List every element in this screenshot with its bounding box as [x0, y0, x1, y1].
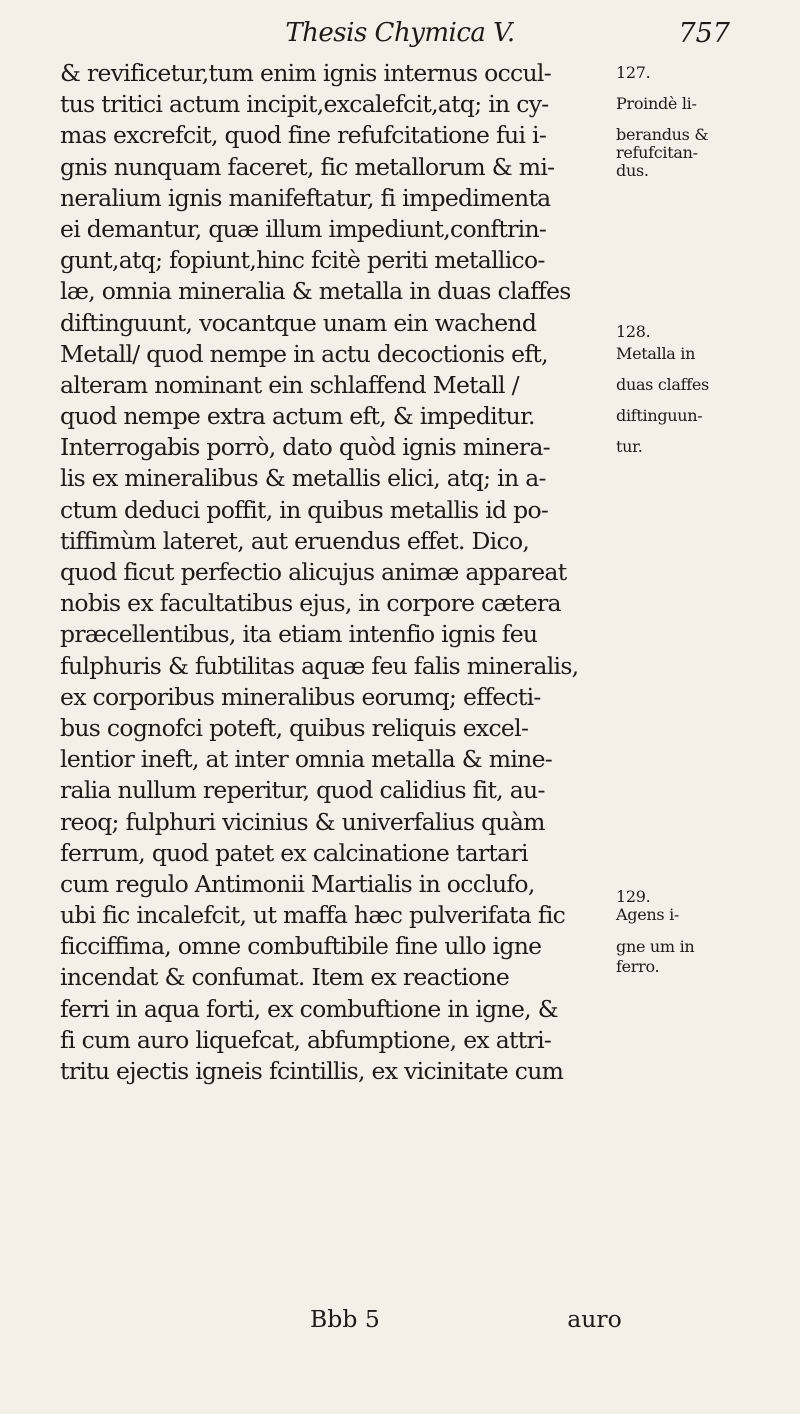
signature-mark: Bbb 5: [310, 1305, 380, 1333]
margin-note: 129.: [616, 886, 651, 906]
text-line: quod nempe extra actum eft, & impeditur.: [60, 402, 535, 431]
margin-note: gne um in: [616, 936, 695, 956]
margin-note: Metalla in: [616, 343, 696, 363]
text-line: incendat & confumat. Item ex reactione: [60, 963, 510, 992]
text-line: Interrogabis porrò, dato quòd ignis minera-: [60, 433, 550, 462]
text-line: cum regulo Antimonii Martialis in occlufo,: [60, 869, 535, 898]
text-line: tiffimùm lateret, aut eruendus effet. Dico,: [60, 526, 530, 555]
text-line: alteram nominant ein schlaffend Metall /: [60, 370, 519, 399]
text-line: præcellentibus, ita etiam intenfio ignis feu: [60, 620, 538, 649]
margin-note: 127.: [616, 63, 651, 82]
running-title: Thesis Chymica V.: [285, 18, 515, 48]
text-line: tus tritici actum incipit,excalefcit,atq; in cy-: [60, 90, 549, 119]
text-line: gunt,atq; fopiunt,hinc fcitè periti metallico-: [60, 246, 545, 275]
margin-note: berandus &: [616, 125, 709, 145]
margin-note: dus.: [616, 161, 649, 181]
text-line: reoq; fulphuri vicinius & univerfalius quàm: [60, 807, 545, 836]
text-line: quod ficut perfectio alicujus animæ appareat: [60, 558, 567, 586]
text-line: nobis ex facultatibus ejus, in corpore cætera: [60, 589, 561, 618]
text-line: ralia nullum reperitur, quod calidius fit, au-: [60, 776, 545, 805]
text-line: lis ex mineralibus & metallis elici, atq; in a-: [60, 464, 546, 493]
text-line: ubi fic incalefcit, ut maffa hæc pulverifata fic: [60, 901, 566, 930]
text-line: ferri in aqua forti, ex combuftione in igne, &: [60, 994, 558, 1023]
margin-note: duas claffes: [616, 375, 709, 394]
text-line: bus cognofci poteft, quibus reliquis excel-: [60, 713, 529, 742]
text-line: ferrum, quod patet ex calcinatione tartari: [60, 838, 528, 867]
text-line: lentior ineft, at inter omnia metalla & mine-: [60, 745, 553, 774]
text-line: ei demantur, quæ illum impediunt,conftrin-: [60, 214, 547, 243]
text-line: læ, omnia mineralia & metalla in duas claffes: [60, 277, 571, 306]
page-header: [0, 8, 800, 54]
text-line: neralium ignis manifeftatur, fi impedimenta: [60, 183, 551, 212]
page-footer: [310, 1305, 710, 1333]
margin-note: ferro.: [616, 956, 660, 976]
text-line: ficciffima, omne combuftibile fine ullo igne: [60, 932, 542, 961]
text-line: & revificetur,tum enim ignis internus occul-: [60, 59, 551, 87]
margin-note: 128.: [616, 321, 651, 341]
margin-note: diftinguun-: [616, 406, 703, 426]
text-line: ctum deduci poffit, in quibus metallis id po-: [60, 495, 549, 524]
text-line: fi cum auro liquefcat, abfumptione, ex attri-: [60, 1025, 552, 1054]
page-number: 757: [678, 18, 730, 49]
text-line: diftinguunt, vocantque unam ein wachend: [60, 308, 537, 337]
text-line: ex corporibus mineralibus eorumq; effecti-: [60, 682, 541, 711]
margin-note: Agens i-: [616, 905, 679, 925]
text-line: tritu ejectis igneis fcintillis, ex vicinitate cum: [60, 1057, 564, 1085]
margin-note: Proindè li-: [616, 94, 697, 114]
margin-note: refufcitan-: [616, 142, 698, 162]
margin-note: tur.: [616, 437, 643, 457]
text-line: mas excrefcit, quod fine refufcitatione fui i-: [60, 121, 547, 150]
text-line: fulphuris & fubtilitas aquæ feu falis mineralis,: [60, 651, 579, 680]
text-line: Metall/ quod nempe in actu decoctionis eft,: [60, 339, 548, 368]
catchword: auro: [567, 1305, 622, 1333]
text-line: gnis nunquam faceret, fic metallorum & mi-: [60, 152, 555, 181]
main-text-column: [60, 58, 579, 1087]
